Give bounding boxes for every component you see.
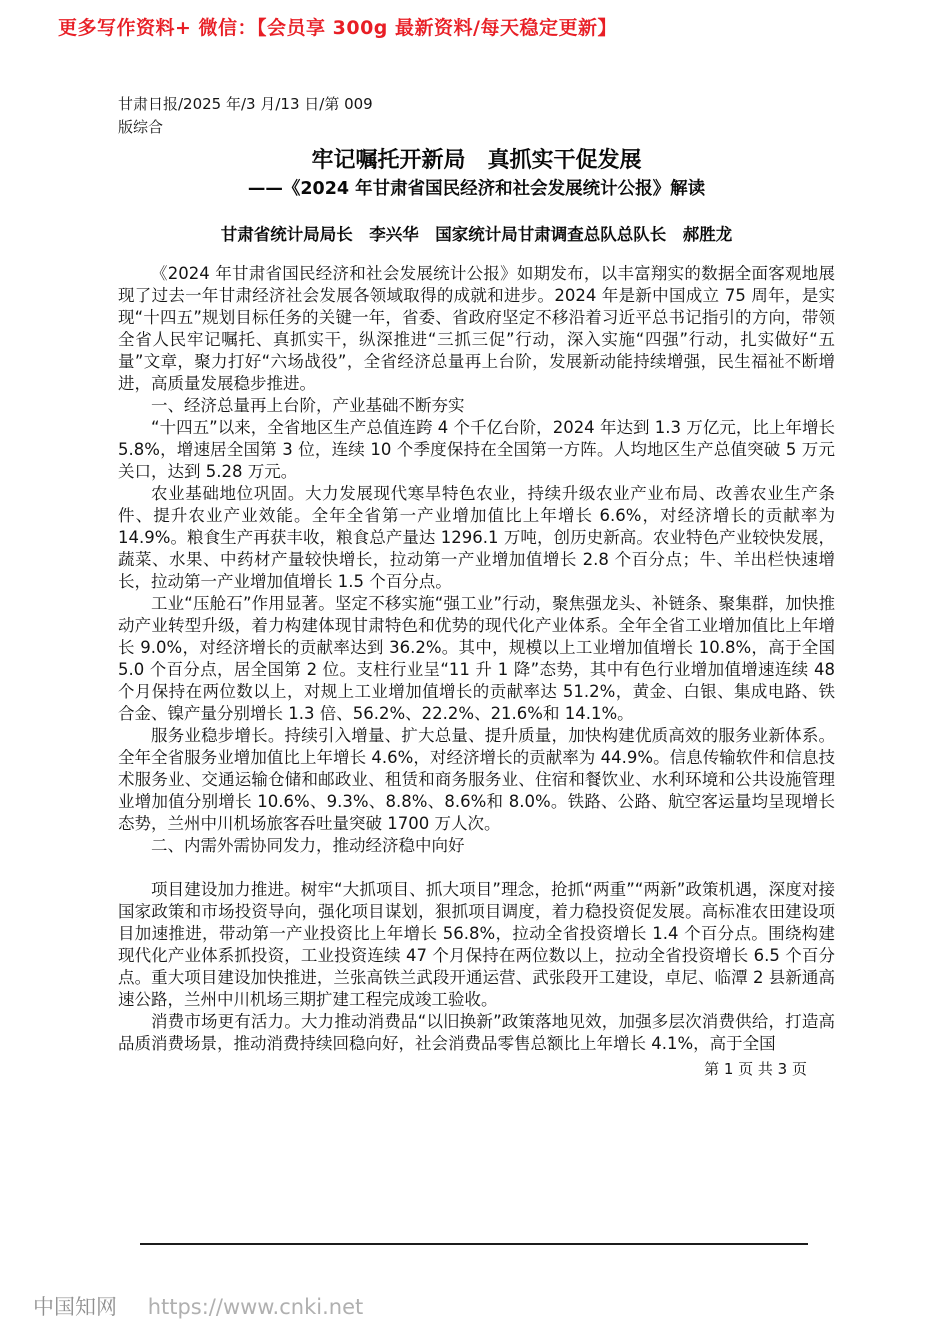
paragraph-agriculture: 农业基础地位巩固。大力发展现代寒旱特色农业，持续升级农业产业布局、改善农业生产条件、提升农业产业效能。全年全省第一产业增加值比上年增长 6.6%，对经济增长的贡献率为 14.9%。粮食生产再获丰收，粮食总产量达 1296.1 万吨，创历史新高。农业特色产业较快发展，蔬菜、水果、中药材产量较快增长，拉动第一产业增加值增长 2.8 个百分点；牛、羊出栏快速增长，拉动第一产业增加值增长 1.5 个百分点。 xyxy=(118,484,835,591)
paragraph-consumption: 消费市场更有活力。大力推动消费品“以旧换新”政策落地见效，加强多层次消费供给，打造高品质消费场景，推动消费持续回稳向好，社会消费品零售总额比上年增长 4.1%，高于全国 xyxy=(118,1012,835,1053)
cnki-watermark xyxy=(33,1291,363,1321)
source-line-1: 甘肃日报/2025 年/3 月/13 日/第 009 xyxy=(118,95,373,113)
document-page xyxy=(118,93,835,1079)
cnki-site-name: 中国知网 xyxy=(33,1295,117,1319)
paragraph-gdp: “十四五”以来，全省地区生产总值连跨 4 个千亿台阶，2024 年达到 1.3 万亿元，比上年增长 5.8%，增速居全国第 3 位，连续 10 个季度保持在全国第一方阵。人均地区生产总值突破 5 万元关口，达到 5.28 万元。 xyxy=(118,418,835,481)
paragraph-industry: 工业“压舱石”作用显著。坚定不移实施“强工业”行动，聚焦强龙头、补链条、聚集群，加快推动产业转型升级，着力构建体现甘肃特色和优势的现代化产业体系。全年全省工业增加值比上年增长 9.0%，对经济增长的贡献率达到 36.2%。其中，规模以上工业增加值增长 10.8%，高于全国 5.0 个百分点，居全国第 2 位。支柱行业呈“11 升 1 降”态势，其中有色行业增加值增速连续 48 个月保持在两位数以上，对规上工业增加值增长的贡献率达 51.2%，黄金、白银、集成电路、铁合金、镍产量分别增长 1.3 倍、56.2%、22.2%、21.6%和 14.1%。 xyxy=(118,594,835,723)
paragraph-projects: 项目建设加力推进。树牢“大抓项目、抓大项目”理念，抢抓“两重”“两新”政策机遇，深度对接国家政策和市场投资导向，强化项目谋划，狠抓项目调度，着力稳投资促发展。高标准农田建设项目加速推进，带动第一产业投资比上年增长 56.8%，拉动全省投资增长 1.4 个百分点。围绕构建现代化产业体系抓投资，工业投资连续 47 个月保持在两位数以上，拉动全省投资增长 6.5 个百分点。重大项目建设加快推进，兰张高铁兰武段开通运营、武张段开工建设，卓尼、临潭 2 县新通高速公路，兰州中川机场三期扩建工程完成竣工验收。 xyxy=(118,880,835,1009)
source-info xyxy=(118,93,835,139)
section-heading-1: 一、经济总量再上台阶，产业基础不断夯实 xyxy=(151,396,465,415)
cnki-site-url-link[interactable]: https://www.cnki.net xyxy=(147,1295,364,1319)
paragraph-intro: 《2024 年甘肃省国民经济和社会发展统计公报》如期发布，以丰富翔实的数据全面客观地展现了过去一年甘肃经济社会发展各领域取得的成就和进步。2024 年是新中国成立 75 周年，是实现“十四五”规划目标任务的关键一年，省委、省政府坚定不移沿着习近平总书记指引的方向，带领全省人民牢记嘱托、真抓实干，纵深推进“三抓三促”行动，深入实施“四强”行动，扎实做好“五量”文章，聚力打好“六场战役”，全省经济总量再上台阶，发展新动能持续增强，民生福祉不断增进，高质量发展稳步推进。 xyxy=(118,264,835,393)
promo-banner xyxy=(58,13,617,40)
article-subtitle: ——《2024 年甘肃省国民经济和社会发展统计公报》解读 xyxy=(247,179,706,199)
page-number: 第 1 页 共 3 页 xyxy=(704,1060,807,1078)
article-byline: 甘肃省统计局局长 李兴华 国家统计局甘肃调查总队总队长 郝胜龙 xyxy=(220,225,733,244)
article-title: 牢记嘱托开新局 真抓实干促发展 xyxy=(311,148,642,173)
section-heading-2: 二、内需外需协同发力，推动经济稳中向好 xyxy=(151,836,465,855)
paragraph-services: 服务业稳步增长。持续引入增量、扩大总量、提升质量，加快构建优质高效的服务业新体系。全年全省服务业增加值比上年增长 4.6%，对经济增长的贡献率为 44.9%。信息传输软件和信息技术服务业、交通运输仓储和邮政业、租赁和商务服务业、住宿和餐饮业、水利环境和公共设施管理业增加值分别增长 10.6%、9.3%、8.8%、8.6%和 8.0%。铁路、公路、航空客运量均呈现增长态势，兰州中川机场旅客吞吐量突破 1700 万人次。 xyxy=(118,726,835,833)
footer-divider xyxy=(140,1243,808,1245)
article-body xyxy=(118,263,835,1055)
promo-banner-text: 更多写作资料+ 微信：【会员享 300g 最新资料/每天稳定更新】 xyxy=(58,17,617,39)
source-line-2: 版综合 xyxy=(118,118,164,136)
